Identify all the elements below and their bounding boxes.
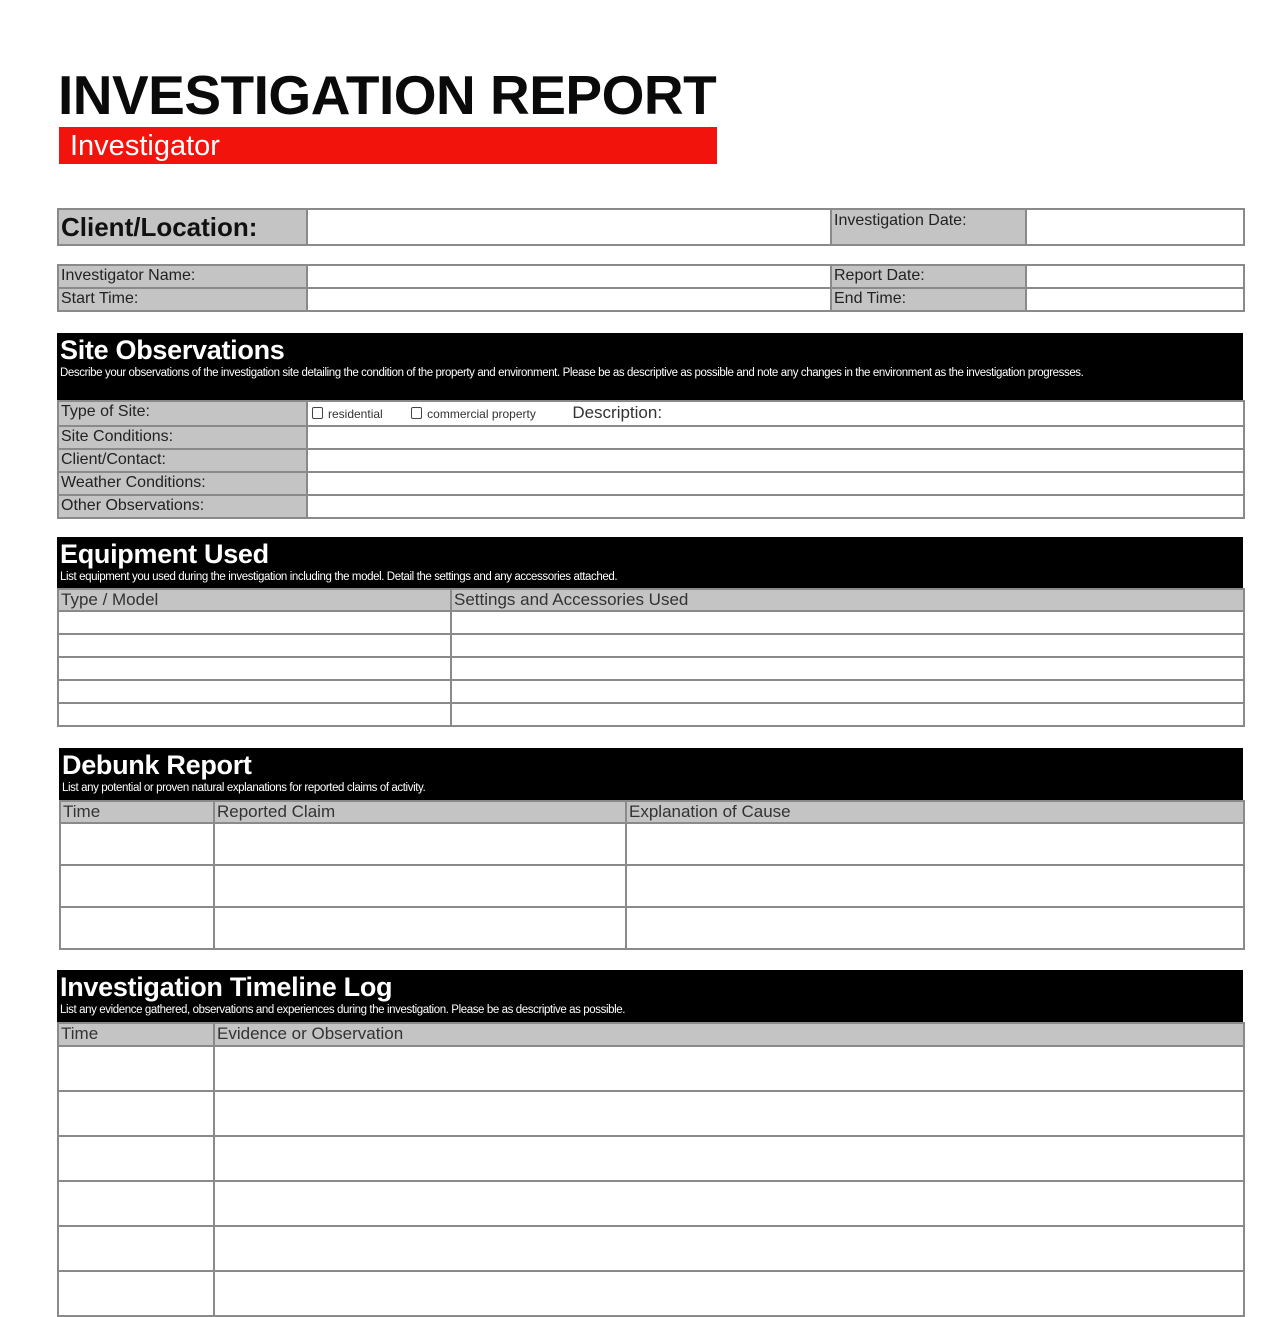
- column-header-explanation: Explanation of Cause: [626, 801, 1244, 823]
- banner-label: Investigator: [70, 130, 220, 162]
- table-row: [58, 1136, 1244, 1181]
- table-row: [58, 680, 1244, 703]
- commercial-property-option-label: commercial property: [427, 407, 536, 421]
- weather-conditions-label: Weather Conditions:: [58, 472, 307, 495]
- timeline-log-header: [57, 970, 1243, 1022]
- timeline-log-description: List any evidence gathered, observations and experiences during the investigation. Please be as descriptive as possible.: [60, 1004, 626, 1016]
- equipment-used-header: [57, 537, 1243, 588]
- site-observations-section: [57, 333, 1243, 519]
- table-cell[interactable]: [58, 634, 451, 657]
- site-conditions-field[interactable]: [307, 426, 1244, 449]
- table-cell[interactable]: [214, 1091, 1244, 1136]
- description-label: Description:: [572, 403, 663, 422]
- table-cell[interactable]: [58, 1271, 214, 1316]
- table-cell[interactable]: [626, 865, 1244, 907]
- table-row: [60, 865, 1244, 907]
- debunk-report-title: Debunk Report: [62, 750, 252, 780]
- table-cell[interactable]: [58, 680, 451, 703]
- other-observations-field[interactable]: [307, 495, 1244, 518]
- table-cell[interactable]: [58, 657, 451, 680]
- table-cell[interactable]: [214, 865, 626, 907]
- table-row: [58, 1271, 1244, 1316]
- table-row: [60, 823, 1244, 865]
- table-row: [58, 611, 1244, 634]
- report-date-field[interactable]: [1026, 265, 1244, 288]
- debunk-report-header: [59, 748, 1243, 800]
- type-of-site-label: Type of Site:: [58, 401, 307, 426]
- table-row: [58, 657, 1244, 680]
- column-header-time: Time: [58, 1023, 214, 1046]
- table-cell[interactable]: [60, 907, 214, 949]
- timeline-table: [57, 1022, 1245, 1317]
- table-cell[interactable]: [451, 634, 1244, 657]
- other-observations-label: Other Observations:: [58, 495, 307, 518]
- table-cell[interactable]: [58, 1226, 214, 1271]
- investigation-date-field[interactable]: [1026, 209, 1244, 245]
- table-cell[interactable]: [58, 1181, 214, 1226]
- table-cell[interactable]: [214, 1046, 1244, 1091]
- table-cell[interactable]: [60, 823, 214, 865]
- site-observations-title: Site Observations: [60, 335, 285, 365]
- column-header-time: Time: [60, 801, 214, 823]
- client-location-label: Client/Location:: [58, 209, 307, 245]
- timeline-log-title: Investigation Timeline Log: [60, 972, 393, 1002]
- table-cell[interactable]: [214, 1136, 1244, 1181]
- equipment-used-description: List equipment you used during the investigation including the model. Detail the settings and any accessories attached.: [60, 571, 618, 583]
- client-location-field[interactable]: [307, 209, 831, 245]
- column-header-type-model: Type / Model: [58, 589, 451, 611]
- investigator-name-label: Investigator Name:: [58, 265, 307, 288]
- site-observations-header: [57, 333, 1243, 400]
- table-cell[interactable]: [626, 907, 1244, 949]
- table-cell[interactable]: [451, 703, 1244, 726]
- table-row: [58, 634, 1244, 657]
- debunk-table: [59, 800, 1245, 950]
- table-cell[interactable]: [214, 907, 626, 949]
- investigator-name-field[interactable]: [307, 265, 831, 288]
- site-conditions-label: Site Conditions:: [58, 426, 307, 449]
- table-cell[interactable]: [451, 611, 1244, 634]
- commercial-property-checkbox[interactable]: [411, 407, 422, 419]
- residential-option-label: residential: [328, 407, 383, 421]
- equipment-table: [57, 588, 1245, 727]
- table-cell[interactable]: [214, 1226, 1244, 1271]
- table-cell[interactable]: [626, 823, 1244, 865]
- site-observations-description: Describe your observations of the investigation site detailing the condition of the property and environment. Please be as descriptive as possible and note any changes in the environment as the investigation progresses.: [60, 367, 1084, 379]
- table-row: [58, 1091, 1244, 1136]
- start-time-label: Start Time:: [58, 288, 307, 311]
- table-cell[interactable]: [60, 865, 214, 907]
- table-cell[interactable]: [214, 823, 626, 865]
- client-contact-field[interactable]: [307, 449, 1244, 472]
- timeline-log-section: [57, 970, 1243, 1317]
- table-row: [58, 1226, 1244, 1271]
- table-row: [58, 1046, 1244, 1091]
- report-title: INVESTIGATION REPORT: [58, 64, 717, 126]
- investigator-info-table: [57, 264, 1245, 312]
- debunk-report-section: [59, 748, 1243, 950]
- column-header-evidence: Evidence or Observation: [214, 1023, 1244, 1046]
- table-cell[interactable]: [58, 703, 451, 726]
- table-cell[interactable]: [58, 1136, 214, 1181]
- equipment-used-title: Equipment Used: [60, 539, 269, 569]
- equipment-used-section: [57, 537, 1243, 727]
- end-time-field[interactable]: [1026, 288, 1244, 311]
- debunk-report-description: List any potential or proven natural explanations for reported claims of activity.: [62, 782, 426, 794]
- table-cell[interactable]: [451, 680, 1244, 703]
- client-location-table: [57, 208, 1245, 246]
- table-cell[interactable]: [58, 1046, 214, 1091]
- table-cell[interactable]: [58, 1091, 214, 1136]
- table-cell[interactable]: [214, 1271, 1244, 1316]
- weather-conditions-field[interactable]: [307, 472, 1244, 495]
- table-row: [58, 1181, 1244, 1226]
- residential-checkbox[interactable]: [312, 407, 323, 419]
- site-observations-table: [57, 400, 1245, 519]
- report-date-label: Report Date:: [831, 265, 1026, 288]
- table-row: [60, 907, 1244, 949]
- column-header-settings: Settings and Accessories Used: [451, 589, 1244, 611]
- investigation-date-label: Investigation Date:: [831, 209, 1026, 245]
- table-cell[interactable]: [451, 657, 1244, 680]
- table-cell[interactable]: [214, 1181, 1244, 1226]
- start-time-field[interactable]: [307, 288, 831, 311]
- table-row: [58, 703, 1244, 726]
- column-header-reported-claim: Reported Claim: [214, 801, 626, 823]
- type-of-site-field: [307, 401, 1244, 426]
- end-time-label: End Time:: [831, 288, 1026, 311]
- investigator-banner: [59, 127, 717, 164]
- client-contact-label: Client/Contact:: [58, 449, 307, 472]
- table-cell[interactable]: [58, 611, 451, 634]
